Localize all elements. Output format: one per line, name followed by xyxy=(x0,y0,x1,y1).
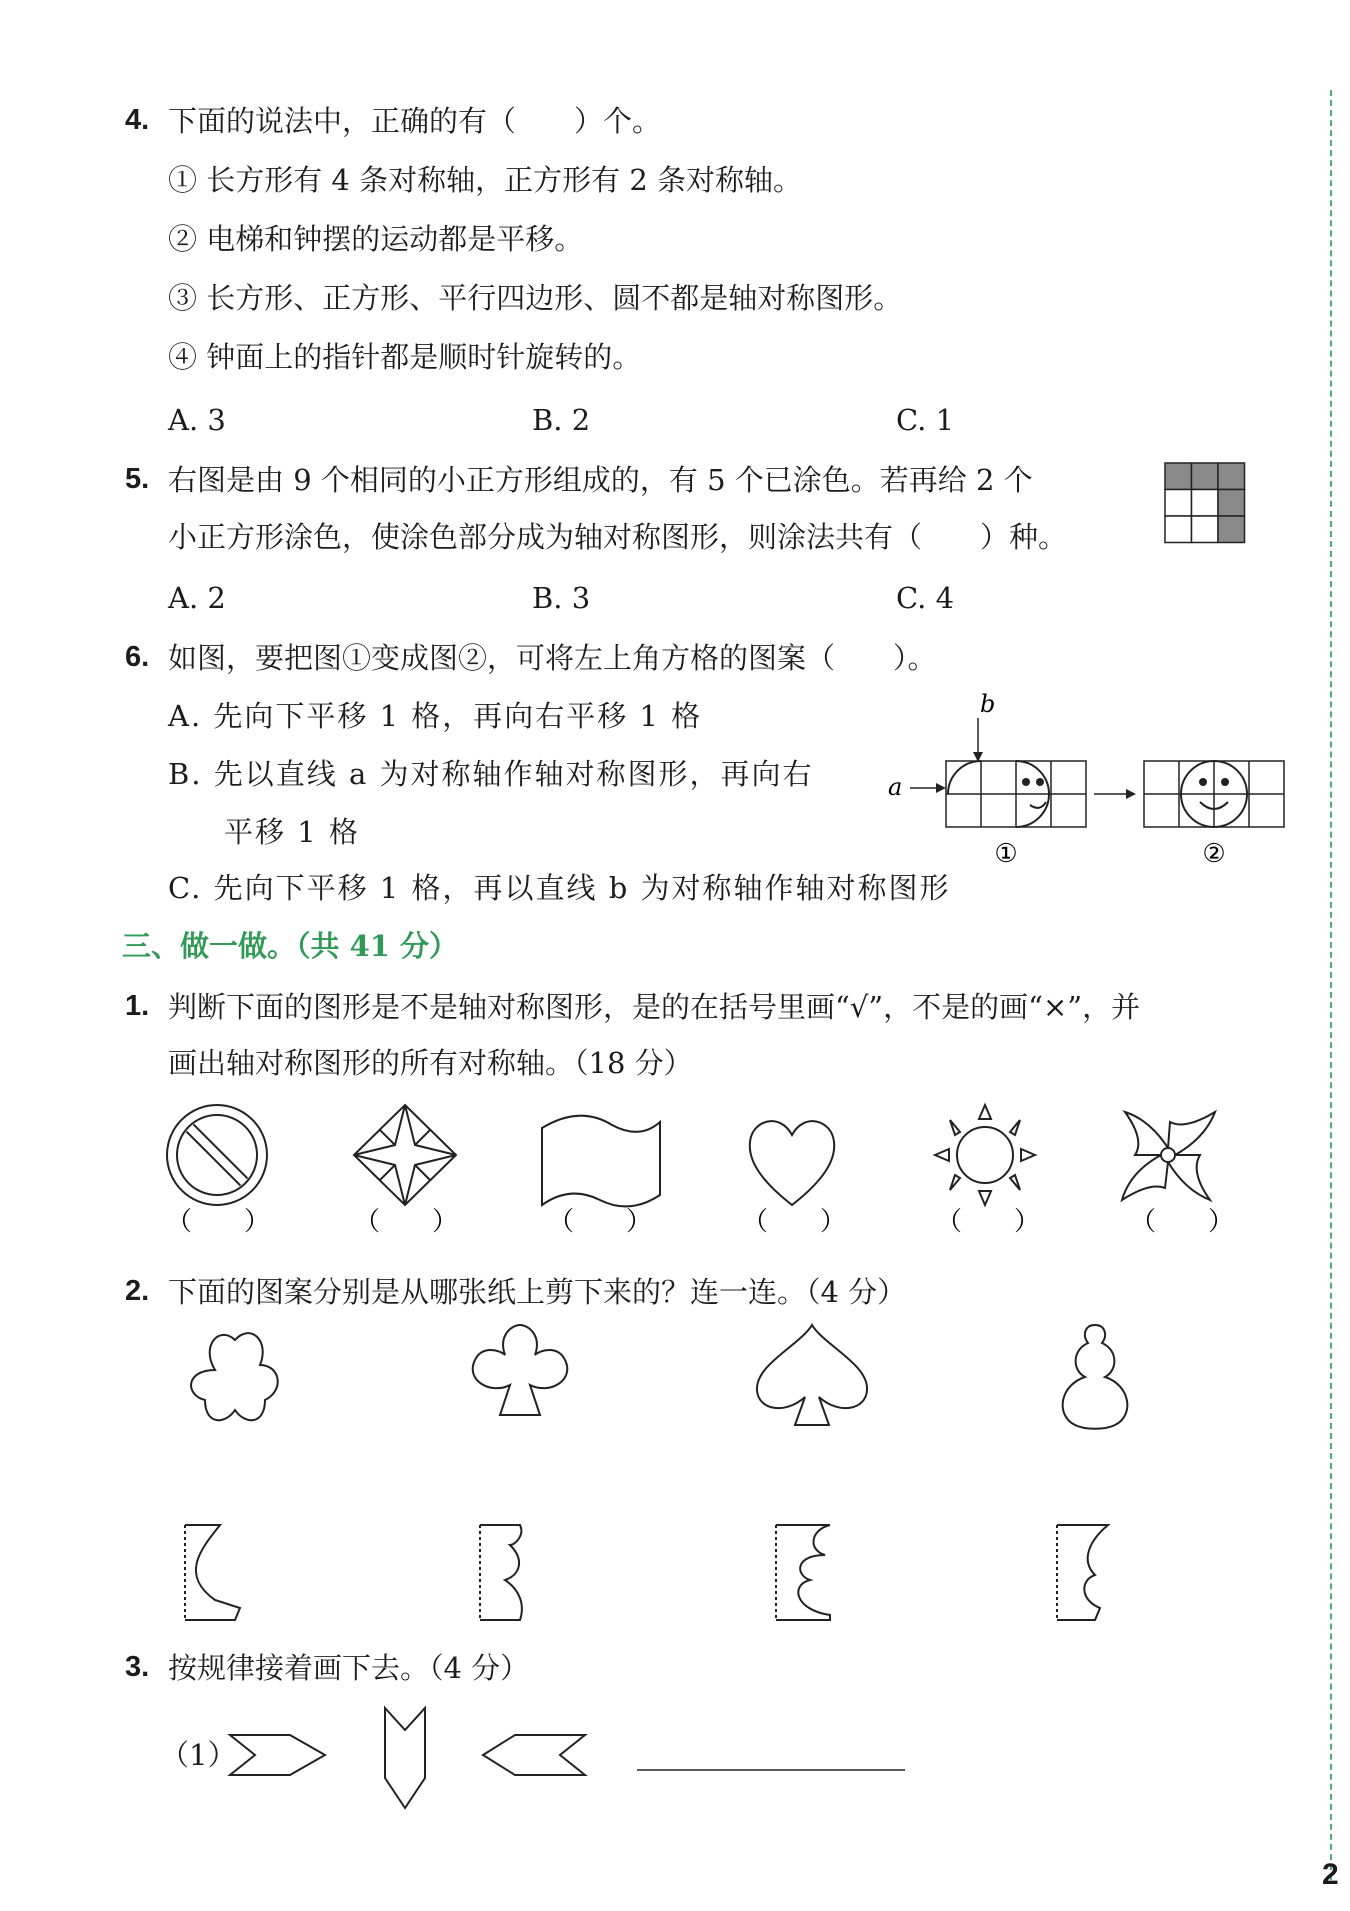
label-b: b xyxy=(980,690,996,718)
blank-cell xyxy=(1165,490,1192,517)
question-stem: 如图，要把图①变成图②，可将左上角方格的图案（ ）。 xyxy=(168,641,937,675)
gourd-icon xyxy=(1063,1325,1128,1429)
page-number: 2 xyxy=(1322,1858,1339,1891)
arrow-left-shape-icon xyxy=(483,1735,585,1775)
statement-item: ③ 长方形、正方形、平行四边形、圆不都是轴对称图形。 xyxy=(168,281,903,315)
shaded-cell xyxy=(1165,463,1192,490)
option-b: B. 2 xyxy=(532,403,591,437)
question-stem: 下面的说法中，正确的有（ ）个。 xyxy=(168,104,662,138)
section-title: 三、做一做。（共 41 分） xyxy=(122,929,459,963)
sun-icon xyxy=(935,1105,1035,1205)
pattern-sequence xyxy=(225,1700,925,1820)
answer-paren: （ ） xyxy=(166,1207,271,1237)
answer-paren: （ ） xyxy=(936,1207,1041,1237)
club-icon xyxy=(473,1325,568,1415)
question-number: 3. xyxy=(125,1651,150,1683)
pinwheel-icon xyxy=(1122,1112,1215,1200)
question-stem: 下面的图案分别是从哪张纸上剪下来的？连一连。（4 分） xyxy=(168,1275,907,1309)
paper-cut-3-icon xyxy=(776,1525,830,1620)
star-diamond-icon xyxy=(354,1105,456,1205)
paper-cut-4-icon xyxy=(1057,1525,1108,1620)
figure-1-label: ① xyxy=(994,839,1018,869)
flower-icon xyxy=(191,1333,278,1420)
statement-item: ② 电梯和钟摆的运动都是平移。 xyxy=(168,222,584,256)
statement-item: ④ 钟面上的指针都是顺时针旋转的。 xyxy=(168,340,642,374)
option-c: C. 先向下平移 1 格，再以直线 b 为对称轴作轴对称图形 xyxy=(168,871,951,905)
question-number: 4. xyxy=(125,104,150,136)
statement-item: ① 长方形有 4 条对称轴，正方形有 2 条对称轴。 xyxy=(168,163,802,197)
blank-cell xyxy=(1165,516,1192,543)
heart-icon xyxy=(750,1121,834,1205)
option-a: A. 3 xyxy=(168,403,226,437)
question-number: 1. xyxy=(125,990,150,1022)
option-c: C. 4 xyxy=(896,581,955,615)
question-stem-cont: 画出轴对称图形的所有对称轴。（18 分） xyxy=(168,1046,693,1080)
symmetry-shapes-row xyxy=(160,1100,1240,1235)
question-number: 5. xyxy=(125,463,150,495)
blank-cell xyxy=(1192,516,1219,543)
sub-question-label: （1） xyxy=(160,1738,237,1772)
option-c: C. 1 xyxy=(896,403,955,437)
cut-patterns-row xyxy=(160,1325,1160,1435)
option-a: A. 先向下平移 1 格，再向右平移 1 格 xyxy=(168,699,703,733)
shaded-cell xyxy=(1218,516,1245,543)
question-stem: 按规律接着画下去。（4 分） xyxy=(168,1651,530,1685)
question-stem-cont: 小正方形涂色，使涂色部分成为轴对称图形，则涂法共有（ ）种。 xyxy=(168,520,1068,554)
paper-cut-2-icon xyxy=(480,1525,522,1620)
answer-paren: （ ） xyxy=(548,1207,653,1237)
question-number: 6. xyxy=(125,641,150,673)
answer-paren: （ ） xyxy=(1130,1207,1235,1237)
figure-2-label: ② xyxy=(1202,839,1226,869)
option-b: B. 3 xyxy=(532,581,591,615)
option-b: B. 先以直线 a 为对称轴作轴对称图形，再向右 xyxy=(168,757,814,791)
blank-cell xyxy=(1192,490,1219,517)
arrow-down-shape-icon xyxy=(385,1708,425,1808)
no-sign-icon xyxy=(167,1105,267,1205)
shaded-cell xyxy=(1218,463,1245,490)
paper-cut-1-icon xyxy=(185,1525,240,1620)
question-stem: 判断下面的图形是不是轴对称图形，是的在括号里画“√”，不是的画“×”，并 xyxy=(168,990,1141,1024)
spade-icon xyxy=(757,1325,867,1425)
answer-paren: （ ） xyxy=(742,1207,847,1237)
margin-guide xyxy=(1330,90,1332,1880)
shaded-cell xyxy=(1192,463,1219,490)
paper-cuts-row xyxy=(180,1520,1140,1630)
wavy-flag-icon xyxy=(542,1116,660,1207)
question-stem: 右图是由 9 个相同的小正方形组成的，有 5 个已涂色。若再给 2 个 xyxy=(168,463,1033,497)
question-number: 2. xyxy=(125,1275,150,1307)
option-b-cont: 平移 1 格 xyxy=(224,815,360,849)
shaded-grid-figure xyxy=(1164,462,1264,562)
smiley-transform-figure xyxy=(880,690,1280,870)
arrow-right-shape-icon xyxy=(230,1735,325,1775)
option-a: A. 2 xyxy=(168,581,226,615)
shaded-cell xyxy=(1218,490,1245,517)
answer-paren: （ ） xyxy=(354,1207,459,1237)
label-a: a xyxy=(888,773,903,801)
